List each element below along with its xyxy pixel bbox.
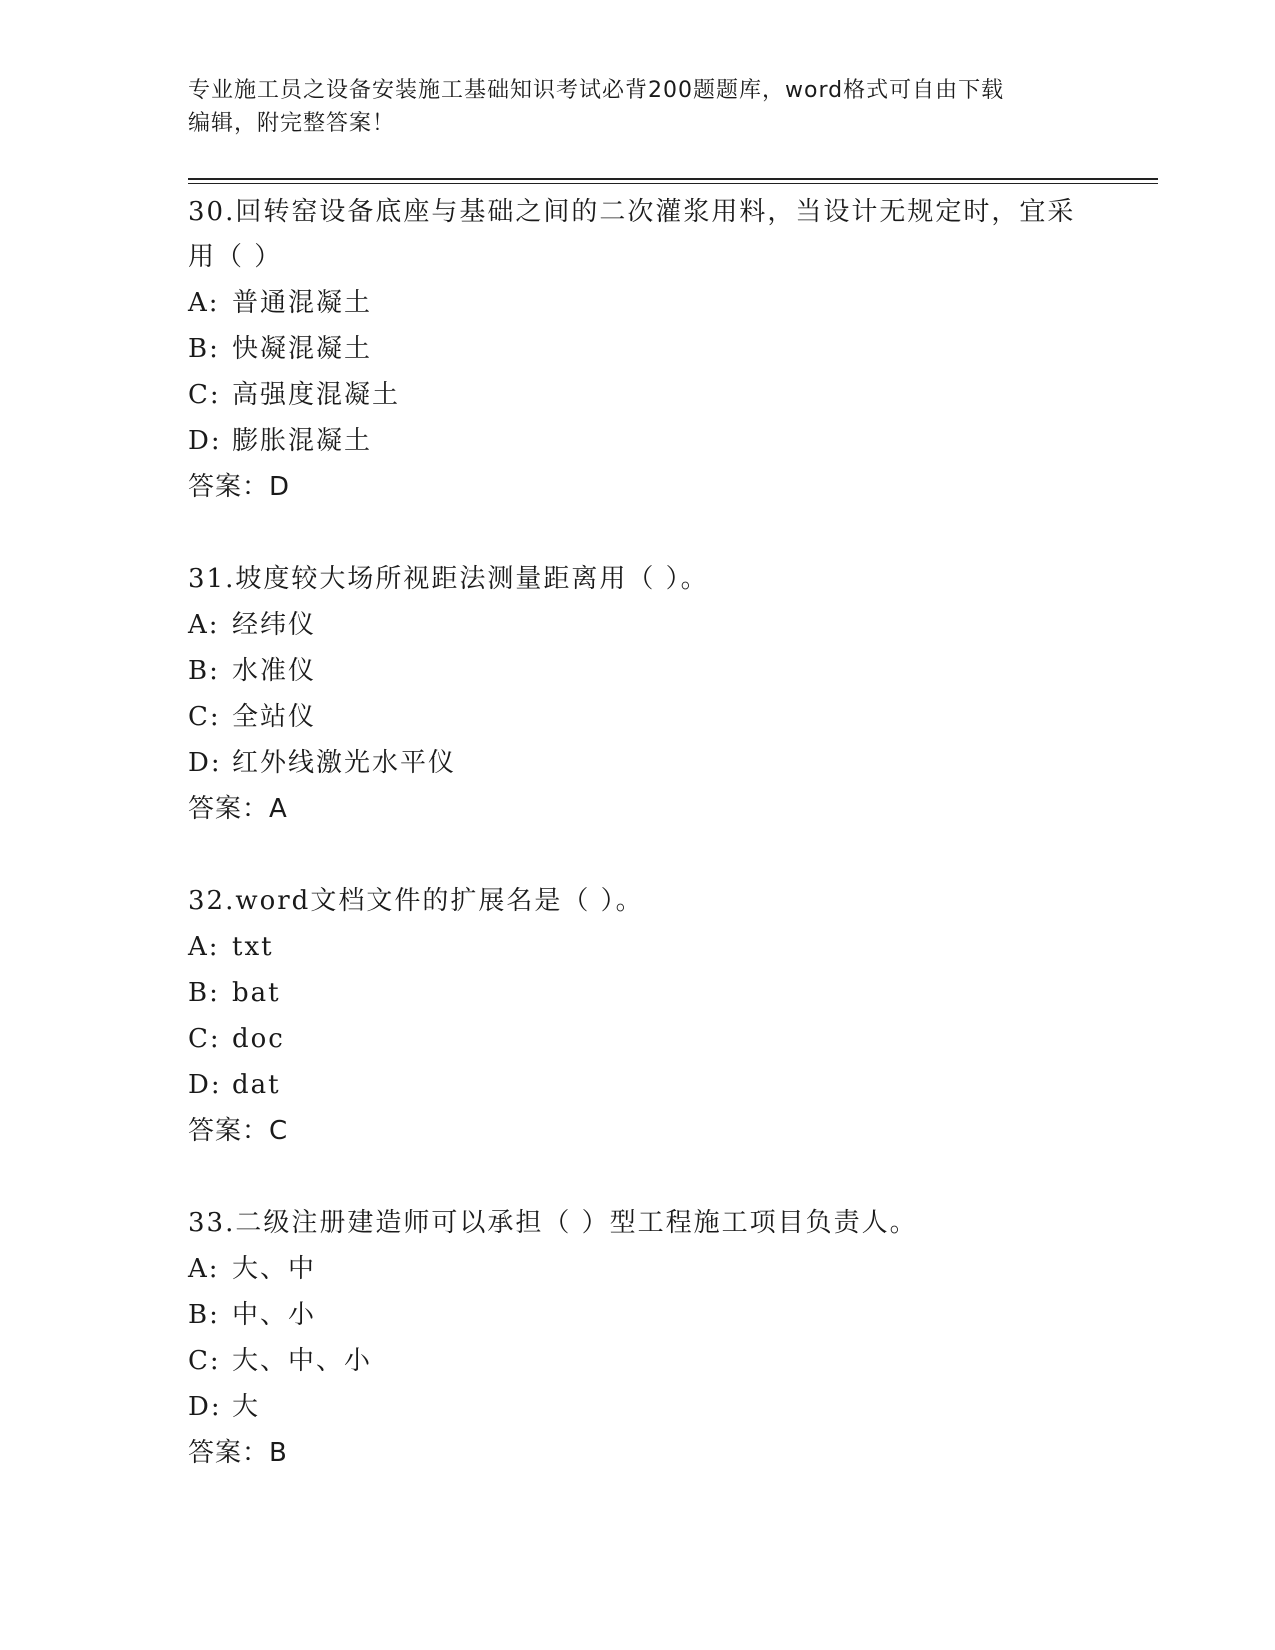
- answer-line: 答案：D: [188, 472, 291, 502]
- question-stem: 32.word文档文件的扩展名是（ ）。: [188, 886, 644, 916]
- option-letter: D:: [188, 748, 222, 778]
- option-text: 全站仪: [232, 702, 317, 732]
- option-letter: B:: [188, 1300, 220, 1330]
- option-b: [188, 326, 1088, 372]
- option-letter: A:: [188, 610, 220, 640]
- option-letter: C:: [188, 380, 221, 410]
- option-letter: A:: [188, 1254, 220, 1284]
- answer-line: 答案：A: [188, 794, 288, 824]
- option-letter: A:: [188, 932, 220, 962]
- option-letter: A:: [188, 288, 220, 318]
- option-text: 大、中: [232, 1254, 317, 1284]
- option-letter: C:: [188, 1024, 221, 1054]
- option-text: 经纬仪: [232, 610, 317, 640]
- question-list: [188, 190, 1088, 1523]
- option-letter: B:: [188, 656, 220, 686]
- question-33: [188, 1201, 1088, 1476]
- option-a: [188, 280, 1088, 326]
- option-c: [188, 372, 1088, 418]
- option-text: bat: [232, 978, 281, 1008]
- question-stem: 33.二级注册建造师可以承担（ ）型工程施工项目负责人。: [188, 1208, 918, 1238]
- option-d: [188, 740, 1088, 786]
- option-b: [188, 1292, 1088, 1338]
- option-text: 大: [232, 1392, 261, 1422]
- option-a: [188, 924, 1088, 970]
- question-30: [188, 190, 1088, 510]
- option-text: 红外线激光水平仪: [232, 748, 457, 778]
- header-divider-thin: [188, 183, 1158, 184]
- header-line-2: 编辑，附完整答案！: [188, 111, 396, 136]
- question-32: [188, 879, 1088, 1154]
- option-c: [188, 694, 1088, 740]
- answer-line: 答案：B: [188, 1438, 288, 1468]
- option-letter: D:: [188, 426, 222, 456]
- option-letter: B:: [188, 978, 220, 1008]
- option-b: [188, 648, 1088, 694]
- document-header: [188, 74, 1088, 140]
- option-letter: C:: [188, 1346, 221, 1376]
- question-stem: 30.回转窑设备底座与基础之间的二次灌浆用料，当设计无规定时，宜采用（ ）: [188, 197, 1076, 272]
- option-text: doc: [232, 1024, 285, 1054]
- option-b: [188, 970, 1088, 1016]
- option-text: 中、小: [232, 1300, 317, 1330]
- option-letter: B:: [188, 334, 220, 364]
- header-line-1: 专业施工员之设备安装施工基础知识考试必背200题题库，word格式可自由下载: [188, 78, 1005, 103]
- option-text: 水准仪: [232, 656, 317, 686]
- option-c: [188, 1016, 1088, 1062]
- header-divider-thick: [188, 178, 1158, 180]
- option-text: 大、中、小: [232, 1346, 373, 1376]
- option-d: [188, 418, 1088, 464]
- option-c: [188, 1338, 1088, 1384]
- question-stem: 31.坡度较大场所视距法测量距离用（ ）。: [188, 564, 709, 594]
- option-text: txt: [232, 932, 274, 962]
- option-letter: D:: [188, 1070, 222, 1100]
- question-31: [188, 557, 1088, 832]
- option-d: [188, 1384, 1088, 1430]
- option-text: 膨胀混凝土: [232, 426, 373, 456]
- option-a: [188, 1246, 1088, 1292]
- option-d: [188, 1062, 1088, 1108]
- option-text: 快凝混凝土: [232, 334, 373, 364]
- answer-line: 答案：C: [188, 1116, 289, 1146]
- option-text: dat: [232, 1070, 281, 1100]
- option-letter: C:: [188, 702, 221, 732]
- option-letter: D:: [188, 1392, 222, 1422]
- option-text: 高强度混凝土: [232, 380, 401, 410]
- option-text: 普通混凝土: [232, 288, 373, 318]
- option-a: [188, 602, 1088, 648]
